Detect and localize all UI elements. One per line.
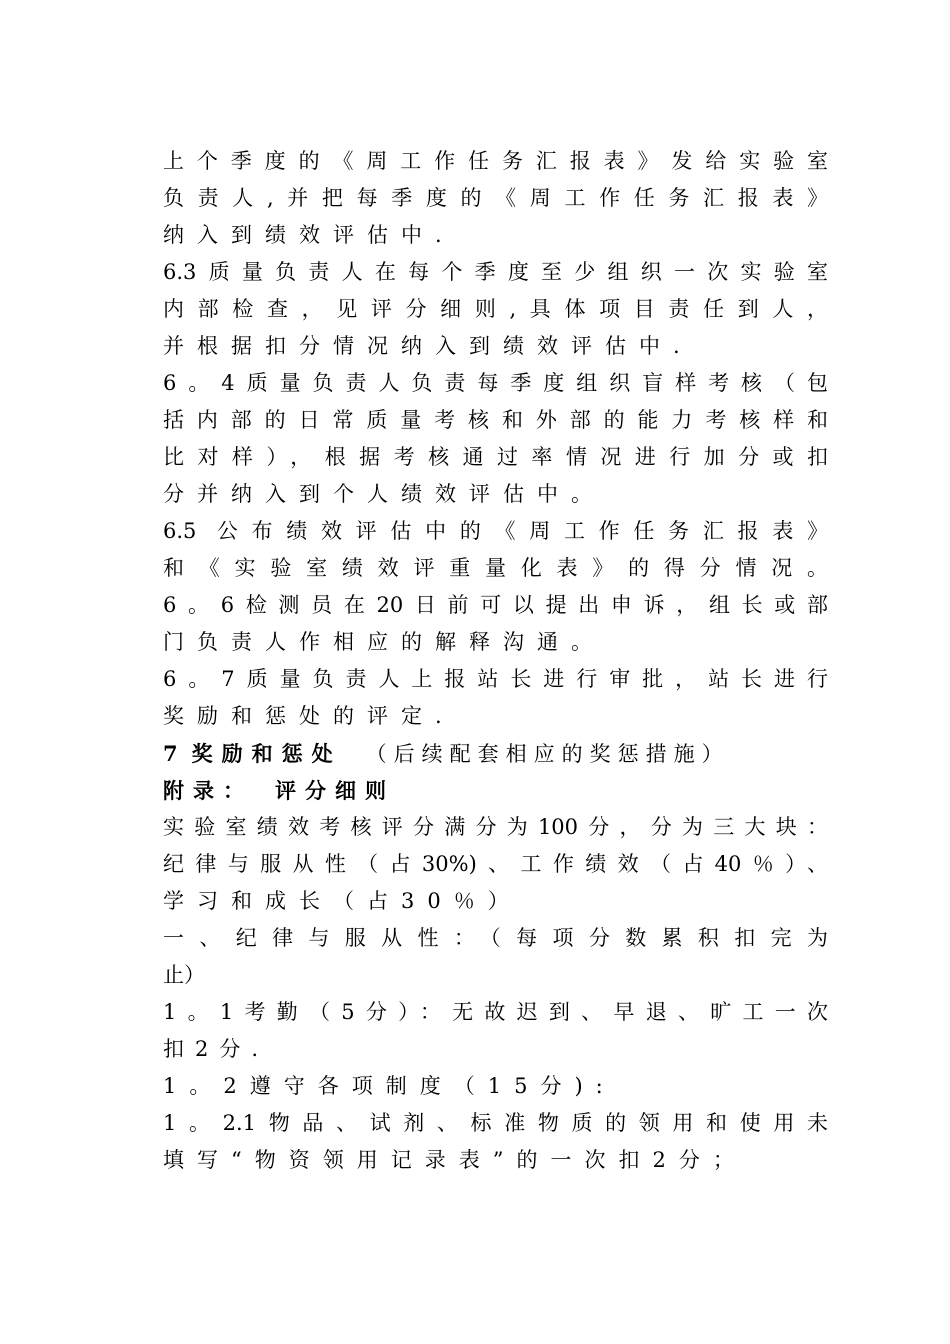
text-line: 比对样），根据考核通过率情况进行加分或扣: [163, 445, 828, 469]
text-line: 扣2分.: [163, 1037, 270, 1061]
text-line: 6。6检测员在20日前可以提出申诉，组长或部: [163, 593, 828, 617]
section-7-heading: [163, 735, 828, 772]
text-line: 并根据扣分情况纳入到绩效评估中.: [163, 334, 693, 358]
text-line: 6.5 公布绩效评估中的《周工作任务汇报表》: [163, 519, 828, 543]
text-line: 纪律与服从性（占30%)、工作绩效（占40％）、: [163, 852, 828, 876]
text-line: 6。7质量负责人上报站长进行审批，站长进行: [163, 667, 828, 691]
text-line: 括内部的日常质量考核和外部的能力考核样和: [163, 408, 828, 432]
section-number: 7: [163, 741, 178, 766]
text-line: 填写“物资领用记录表”的一次扣2分；: [163, 1148, 747, 1172]
text-line: 1。1考勤（5分）：无故迟到、早退、旷工一次: [163, 1000, 828, 1024]
text-line: 上个季度的《周工作任务汇报表》发给实验室: [163, 149, 828, 173]
appendix-title: 评分细则: [275, 778, 395, 803]
text-line: 1。2.1物品、试剂、标准物质的领用和使用未: [163, 1111, 828, 1135]
document-body: [163, 143, 828, 1179]
text-line: 1。2遵守各项制度（15分):: [163, 1074, 616, 1098]
text-line: 纳入到绩效评估中.: [163, 223, 455, 247]
text-line: 奖励和惩处的评定.: [163, 704, 455, 728]
text-line: 实验室绩效考核评分满分为100分，分为三大块：: [163, 815, 828, 839]
text-line: 分并纳入到个人绩效评估中。: [163, 482, 605, 506]
section-title: 奖励和惩处: [191, 741, 342, 766]
text-line: 止）: [163, 963, 205, 987]
text-line: 6。4质量负责人负责每季度组织盲样考核（包: [163, 371, 828, 395]
text-line: 负责人,并把每季度的《周工作任务汇报表》: [163, 186, 828, 210]
text-line: 6.3质量负责人在每个季度至少组织一次实验室: [163, 260, 828, 284]
section-note: （后续配套相应的奖惩措施）: [365, 742, 730, 766]
text-line: 门负责人作相应的解释沟通。: [163, 630, 605, 654]
text-line: 学习和成长（占30％）: [163, 889, 522, 913]
text-line: 和《实验室绩效评重量化表》的得分情况。: [163, 556, 828, 580]
appendix-heading: [163, 772, 828, 809]
text-line: 内部检查，见评分细则,具体项目责任到人，: [163, 297, 828, 321]
appendix-label: 附录：: [163, 778, 253, 803]
text-line: 一、纪律与服从性：（每项分数累积扣完为: [163, 926, 828, 950]
